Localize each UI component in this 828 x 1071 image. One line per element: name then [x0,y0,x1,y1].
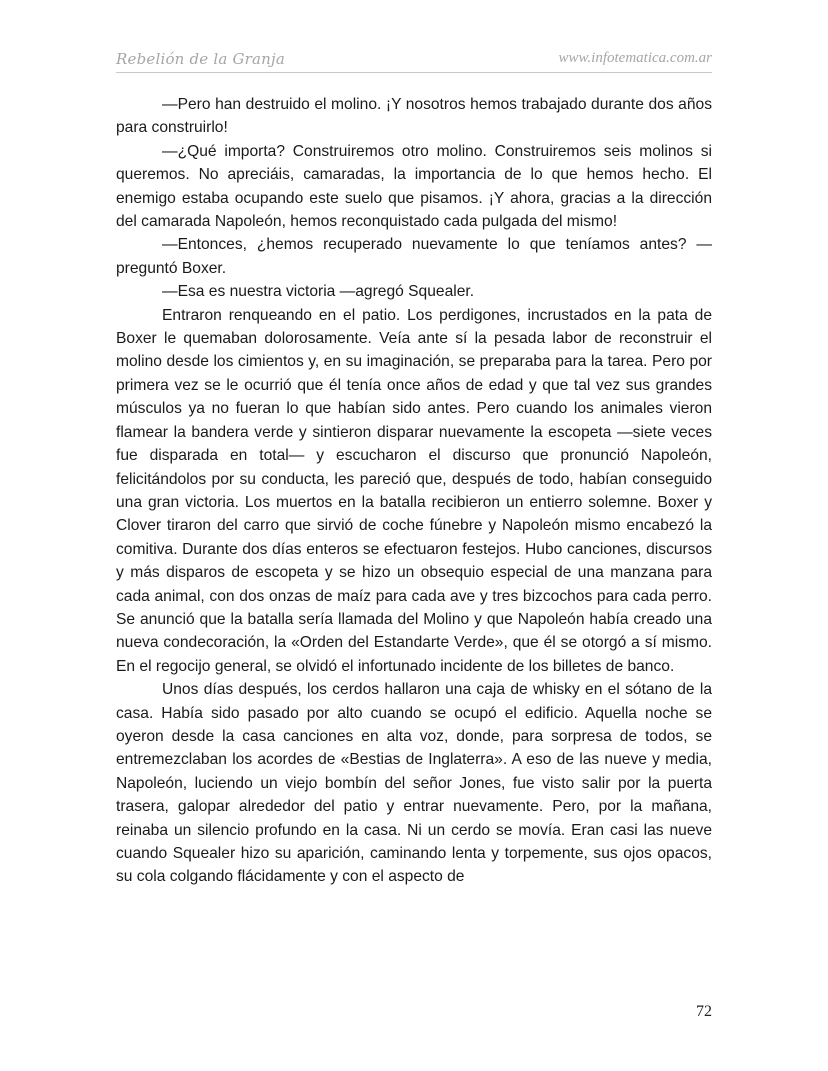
page-body [116,93,712,889]
page-number: 72 [696,1003,712,1020]
paragraph: Entraron renqueando en el patio. Los perdigones, incrustados en la pata de Boxer le quemaban dolorosamente. Veía ante sí la pesada labor de reconstruir el molino desde los cimientos y, en su imaginación, se preparaba para la tarea. Pero por primera vez se le ocurrió que él tenía once años de edad y que tal vez sus grandes músculos ya no fueran lo que habían sido antes. Pero cuando los animales vieron flamear la bandera verde y sintieron disparar nuevamente la escopeta —siete veces fue disparada en total— y escucharon el discurso que pronunció Napoleón, felicitándolos por su conducta, les pareció que, después de todo, habían conseguido una gran victoria. Los muertos en la batalla recibieron un entierro solemne. Boxer y Clover tiraron del carro que sirvió de coche fúnebre y Napoleón mismo encabezó la comitiva. Durante dos días enteros se efectuaron festejos. Hubo canciones, discursos y más disparos de escopeta y se hizo un obsequio especial de una manzana para cada animal, con dos onzas de maíz para cada ave y tres bizcochos para cada perro. Se anunció que la batalla sería llamada del Molino y que Napoleón había creado una nueva condecoración, la «Orden del Estandarte Verde», que él se otorgó a sí mismo. En el regocijo general, se olvidó el infortunado incidente de los billetes de banco. [116,306,712,675]
website-url: www.infotematica.com.ar [558,50,712,66]
book-title: Rebelión de la Granja [116,50,286,68]
paragraph: Unos días después, los cerdos hallaron una caja de whisky en el sótano de la casa. Había sido pasado por alto cuando se ocupó el edificio. Aquella noche se oyeron desde la casa canciones en alta voz, donde, para sorpresa de todos, se entremezclaban los acordes de «Bestias de Inglaterra». A eso de las nueve y media, Napoleón, luciendo un viejo bombín del señor Jones, fue visto salir por la puerta trasera, galopar alrededor del patio y entrar nuevamente. Pero, por la mañana, reinaba un silencio profundo en la casa. Ni un cerdo se movía. Eran casi las nueve cuando Squealer hizo su aparición, caminando lenta y torpemente, sus ojos opacos, su cola colgando flácidamente y con el aspecto de [116,681,712,886]
paragraph: —Esa es nuestra victoria —agregó Squealer. [162,283,475,301]
page-header [116,48,712,73]
paragraph: —Pero han destruido el molino. ¡Y nosotros hemos trabajado durante dos años para construirlo! [116,96,712,137]
paragraph: —Entonces, ¿hemos recuperado nuevamente lo que teníamos antes? —preguntó Boxer. [116,236,712,277]
paragraph: —¿Qué importa? Construiremos otro molino. Construiremos seis molinos si queremos. No apreciáis, camaradas, la importancia de lo que hemos hecho. El enemigo estaba ocupando este suelo que pisamos. ¡Y ahora, gracias a la dirección del camarada Napoleón, hemos reconquistado cada pulgada del mismo! [116,142,712,231]
